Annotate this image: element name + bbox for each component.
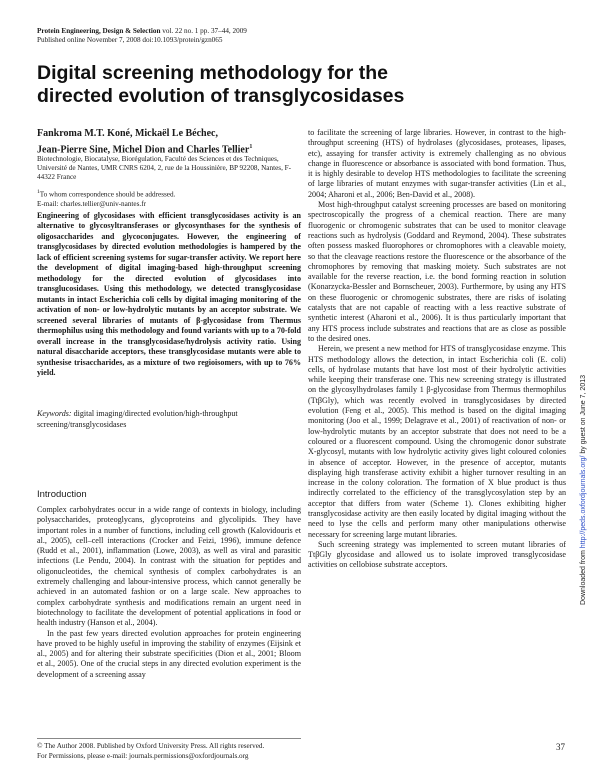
author-list	[37, 128, 297, 156]
abstract: Engineering of glycosidases with efficient transglycosidases activity is an alternative to glycosyltransferases or glycosynthases for the synthesis of oligosaccharides and glycoconjugates. However, the engineering of transglycosidases by directed evolution methodologies is hampered by the lack of efficient screening systems for sugar-transfer activity. We report here the development of digital imaging-based high-throughput screening methodology for the directed evolution of glycosidases into transglucosidases. Using this methodology, we detected transglycosidase mutants in intact Escherichia coli cells by digital imaging monitoring of the activation of non- or low-hydrolytic mutants by an acceptor substrate. We screened several libraries of mutants of β-glycosidase from Thermus thermophilus using this methodology and found variants with up to a 70-fold overall increase in the transglycosidase/hydrolysis activity ratio. Using natural disaccharide acceptors, these transglycosidase mutants were able to synthesise trisaccharides, as a mixture of two regioisomers, with up to 76% yield.	[37, 211, 301, 378]
keywords-label: Keywords:	[37, 409, 72, 418]
body-paragraph: Such screening strategy was implemented to screen mutant libraries of TtβGly glycosidase and allowed us to isolate improved transglycosidase activities on cellobiose substrate acceptors.	[308, 539, 566, 570]
authors-line-2: Jean-Pierre Sine, Michel Dion and Charles Tellier	[37, 143, 250, 155]
keywords	[37, 409, 301, 430]
copyright-footer	[37, 742, 567, 761]
body-paragraph: Most high-throughput catalyst screening processes are based on monitoring spectroscopically the progress of a chemical reaction. There are many fluorogenic or chromogenic substrates that can be used to monitor cleavage reactions such as hydrolysis (Goddard and Reymond, 2004). These substrates often possess masked fluorophores or chromophores with a cleavable moiety, so that the cleavage reactions restore the fluorescence or the absorbance of the chromophores by removing that masking moiety. Such substrates are not available for the reverse reaction, i.e. the bond forming reaction in solution (Konarzycka-Bessler and Bornscheuer, 2003). Furthermore, by using any HTS on these fluorogenic or chromogenic substrates, there are risks of isolating catalysts that are not capable of reacting with a less reactive substrate of synthetic interest (Aharoni et al., 2006). It is thus particularly important that any HTS process include substrates and reactions that are as close as possible to the desired ones.	[308, 200, 566, 343]
body-paragraph: to facilitate the screening of large libraries. However, in contrast to the high-throughput screening (HTS) of hydrolases (glycosidases, proteases, lipases, etc), assaying for transfer activity is extremely challenging as no obvious change in fluorescence or absorbance is associated with bond formation. Thus, it is highly desirable to develop HTS methodologies to facilitate the screening of large libraries of mutant enzymes with sugar-transfer activities (Lin et al., 2004; Aharoni et al., 2006; Ben-David et al., 2008).	[308, 128, 566, 199]
body-paragraph: In the past few years directed evolution approaches for protein engineering have proved to be highly useful in improving the stability of enzymes (Eijsink et al., 2005) and for altering their substrate specificities (Dion et al., 2001; Bloom et al., 2005). One of the crucial steps in any directed evolution experiment is the development of a screening assay	[37, 628, 301, 679]
contact-email[interactable]: E-mail: charles.tellier@univ-nantes.fr	[37, 199, 146, 208]
keywords-list: digital imaging/directed evolution/high-throughput screening/transglycosidases	[37, 409, 238, 429]
download-suffix: by guest on June 7, 2013	[580, 375, 587, 456]
left-column-body	[37, 505, 301, 680]
publication-info: Published online November 7, 2008 doi:10.1093/protein/gzn065	[37, 36, 223, 44]
right-column-body	[308, 128, 566, 571]
article-title: Digital screening methodology for the directed evolution of transglycosidases	[37, 62, 405, 107]
footer-divider	[37, 738, 301, 739]
body-paragraph: Complex carbohydrates occur in a wide range of contexts in biology, including polysaccharides, proteoglycans, glycoproteins and glycolipids. They have important roles in a number of functions, including cell growth (Kalovidouris et al., 2005), cell–cell interactions (Crocker and Feizi, 1996), immune defence (Rudd et al., 2001), inflammation (Lowe, 2003), as well as viral and parasitic infections (Le Pendu, 2004). In contrast with the situation for peptides and oligonucleotides, the chemical synthesis of complex carbohydrates is an extremely challenging and labour-intensive process, which cannot generally be achieved in an automated fashion or on a large scale. New approaches to complex carbohydrate synthesis and modifications remain an urgent need in biotechnology to facilitate the development of potential applications in food or health industry (Hanson et al., 2004).	[37, 505, 301, 628]
body-paragraph: Herein, we present a new method for HTS of transglycosidase enzyme. This HTS methodology allows the detection, in intact Escherichia coli (E. coli) cells, of hydrolase mutants that have lost most of their hydrolytic activities while keeping their transferase one. This new screening strategy is illustrated on the glycosylhydrolases family 1 β-glycosidase from Thermus thermophilus (TtβGly), which was recently evolved in transglycosidases by directed evolution (Feng et al., 2005). This method is based on the digital imaging monitoring (Joo et al., 1999; Delagrave et al., 2001) of reactivation of non- or low-hydrolytic mutants by an acceptor substrate that does not need to be a coloured or a fluorescent compound. Using the chromogenic donor substrate X-glycosyl, mutants with low hydrolytic activity gives light coloured colonies in absence of acceptor. However, in the presence of acceptor, mutants displaying high transferase activity exhibit a higher turnover resulting in an increase in the colony coloration. The formation of X blue product is thus indirectly correlated to the efficiency of the transglycosylation step by an acceptor that differs from water (Scheme 1). Clones exhibiting higher transglycosidase activity are then easily located by digital imaging without the need to lyse the cells and perform many other manipulations otherwise necessary for screening large mutant libraries.	[308, 344, 566, 539]
correspondence-note	[37, 188, 297, 209]
introduction-heading: Introduction	[37, 489, 87, 500]
page-number: 37	[556, 742, 565, 752]
authors-line-1: Fankroma M.T. Koné, Mickaël Le Béchec,	[37, 128, 218, 139]
download-watermark	[580, 375, 587, 605]
affiliation: Biotechnologie, Biocatalyse, Biorégulation, Faculté des Sciences et des Techniques, Université de Nantes, UMR CNRS 6204, 2, rue de la Houssinière, BP 92208, Nantes, F-44322 France	[37, 155, 292, 182]
journal-header	[37, 27, 247, 45]
author-footnote-mark: 1	[249, 143, 253, 150]
correspondence-footnote-mark: 1	[37, 189, 40, 195]
download-prefix: Downloaded from	[580, 548, 587, 605]
correspondence-text: To whom correspondence should be addressed.	[39, 190, 176, 199]
copyright-line: © The Author 2008. Published by Oxford University Press. All rights reserved.	[37, 742, 265, 750]
permissions-line: For Permissions, please e-mail: journals.permissions@oxfordjournals.org	[37, 751, 249, 760]
journal-name: Protein Engineering, Design & Selection	[37, 27, 161, 35]
volume-info: vol. 22 no. 1 pp. 37–44, 2009	[162, 27, 247, 35]
download-link[interactable]: http://peds.oxfordjournals.org/	[580, 455, 587, 549]
